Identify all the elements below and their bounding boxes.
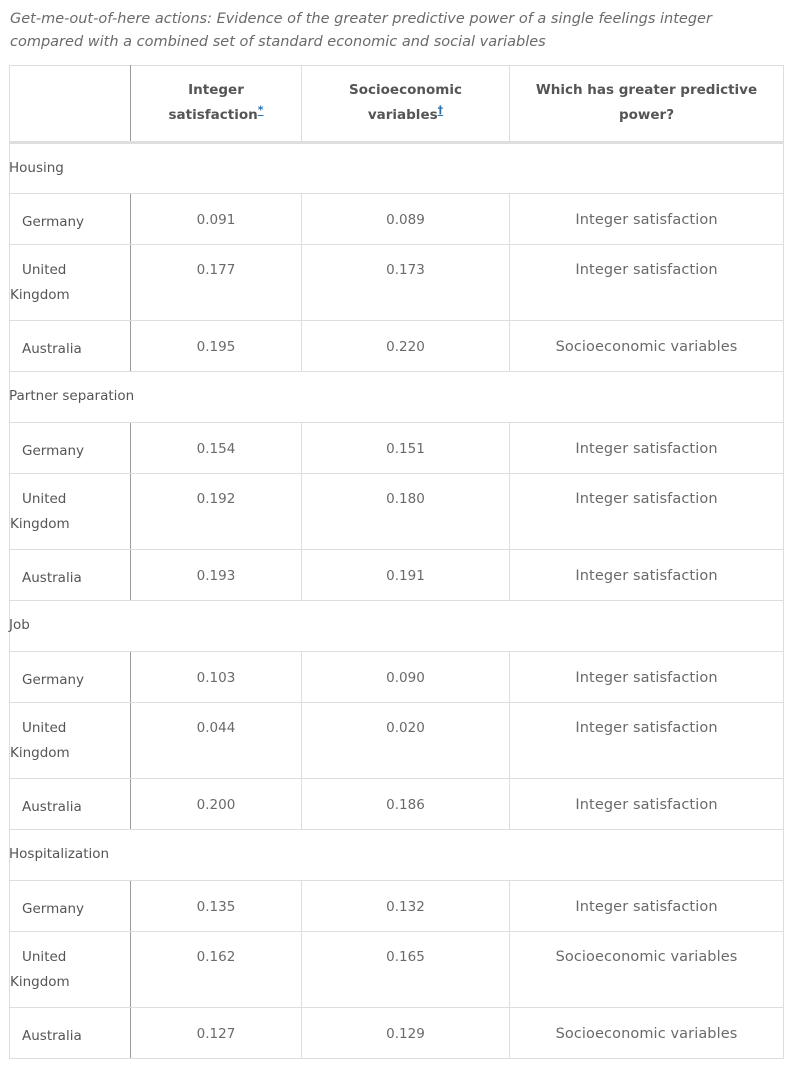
verdict-cell bbox=[510, 652, 784, 703]
integer-satisfaction-cell bbox=[131, 245, 302, 321]
country-value: Germany bbox=[22, 214, 85, 230]
country-value: Australia bbox=[22, 341, 82, 357]
integer-satisfaction-cell bbox=[131, 652, 302, 703]
socioeconomic-variables-value: 0.186 bbox=[386, 797, 425, 813]
header-verdict-line2: power? bbox=[618, 107, 675, 123]
section-row bbox=[10, 143, 784, 194]
verdict-value: Integer satisfaction bbox=[575, 797, 718, 813]
country-cell bbox=[10, 703, 131, 779]
verdict-cell bbox=[510, 423, 784, 474]
integer-satisfaction-cell bbox=[131, 321, 302, 372]
socioeconomic-variables-cell bbox=[302, 474, 510, 550]
socioeconomic-variables-value: 0.020 bbox=[386, 720, 425, 736]
integer-satisfaction-cell bbox=[131, 703, 302, 779]
header-socio-line2: variables bbox=[367, 107, 438, 123]
section-cell bbox=[10, 143, 784, 194]
table-body bbox=[10, 143, 784, 1059]
country-value: Germany bbox=[22, 901, 85, 917]
country-cell bbox=[10, 881, 131, 932]
header-integer-satisfaction bbox=[131, 66, 302, 143]
socioeconomic-variables-cell bbox=[302, 321, 510, 372]
integer-satisfaction-cell bbox=[131, 881, 302, 932]
verdict-value: Integer satisfaction bbox=[575, 212, 718, 228]
section-label: Hospitalization bbox=[9, 846, 110, 862]
country-value: United Kingdom bbox=[10, 949, 70, 990]
section-cell bbox=[10, 372, 784, 423]
socioeconomic-variables-value: 0.132 bbox=[386, 899, 425, 915]
integer-satisfaction-cell bbox=[131, 474, 302, 550]
socioeconomic-variables-value: 0.180 bbox=[386, 491, 425, 507]
integer-satisfaction-cell bbox=[131, 423, 302, 474]
caption-line-1: Get-me-out-of-here actions: Evidence of the greater predictive power of a single feelings integer bbox=[10, 11, 712, 27]
country-cell bbox=[10, 245, 131, 321]
verdict-value: Integer satisfaction bbox=[575, 262, 718, 278]
socioeconomic-variables-value: 0.165 bbox=[386, 949, 425, 965]
header-integer-line2: satisfaction bbox=[168, 107, 258, 123]
country-value: United Kingdom bbox=[10, 262, 70, 303]
integer-satisfaction-value: 0.195 bbox=[196, 339, 236, 355]
socioeconomic-variables-cell bbox=[302, 245, 510, 321]
integer-satisfaction-value: 0.162 bbox=[196, 949, 236, 965]
table-header-row bbox=[10, 66, 784, 143]
verdict-value: Integer satisfaction bbox=[575, 441, 718, 457]
socioeconomic-variables-value: 0.090 bbox=[386, 670, 425, 686]
section-row bbox=[10, 601, 784, 652]
integer-satisfaction-value: 0.127 bbox=[196, 1026, 236, 1042]
section-label: Housing bbox=[9, 160, 64, 176]
verdict-cell bbox=[510, 245, 784, 321]
integer-satisfaction-value: 0.135 bbox=[196, 899, 236, 915]
header-integer-line1: Integer bbox=[188, 82, 244, 98]
socioeconomic-variables-cell bbox=[302, 881, 510, 932]
table-row bbox=[10, 932, 784, 1008]
table-row bbox=[10, 194, 784, 245]
header-blank-cell bbox=[10, 66, 131, 143]
socioeconomic-variables-value: 0.151 bbox=[386, 441, 425, 457]
table-row bbox=[10, 1008, 784, 1059]
verdict-cell bbox=[510, 779, 784, 830]
country-cell bbox=[10, 779, 131, 830]
verdict-cell bbox=[510, 881, 784, 932]
socioeconomic-variables-cell bbox=[302, 423, 510, 474]
verdict-value: Integer satisfaction bbox=[575, 899, 718, 915]
table-row bbox=[10, 779, 784, 830]
section-label: Partner separation bbox=[9, 388, 135, 404]
country-value: Australia bbox=[22, 1028, 82, 1044]
socioeconomic-variables-cell bbox=[302, 550, 510, 601]
country-cell bbox=[10, 932, 131, 1008]
table-row bbox=[10, 423, 784, 474]
integer-satisfaction-value: 0.177 bbox=[196, 262, 236, 278]
section-row bbox=[10, 830, 784, 881]
country-value: Australia bbox=[22, 570, 82, 586]
integer-satisfaction-cell bbox=[131, 779, 302, 830]
footnote-link-dagger[interactable]: † bbox=[437, 103, 444, 117]
socioeconomic-variables-value: 0.173 bbox=[386, 262, 425, 278]
country-cell bbox=[10, 423, 131, 474]
country-value: United Kingdom bbox=[10, 491, 70, 532]
integer-satisfaction-cell bbox=[131, 1008, 302, 1059]
caption-line-2: compared with a combined set of standard economic and social variables bbox=[10, 34, 546, 50]
verdict-value: Socioeconomic variables bbox=[555, 339, 738, 355]
country-value: United Kingdom bbox=[10, 720, 70, 761]
header-greater-predictive-power bbox=[510, 66, 784, 143]
socioeconomic-variables-cell bbox=[302, 703, 510, 779]
socioeconomic-variables-cell bbox=[302, 194, 510, 245]
integer-satisfaction-cell bbox=[131, 194, 302, 245]
verdict-value: Integer satisfaction bbox=[575, 720, 718, 736]
country-value: Germany bbox=[22, 443, 85, 459]
integer-satisfaction-value: 0.103 bbox=[196, 670, 236, 686]
section-label: Job bbox=[9, 617, 30, 633]
table-row bbox=[10, 474, 784, 550]
integer-satisfaction-value: 0.192 bbox=[196, 491, 236, 507]
table-row bbox=[10, 245, 784, 321]
integer-satisfaction-value: 0.044 bbox=[196, 720, 236, 736]
socioeconomic-variables-value: 0.089 bbox=[386, 212, 425, 228]
socioeconomic-variables-cell bbox=[302, 932, 510, 1008]
socioeconomic-variables-cell bbox=[302, 779, 510, 830]
table-row bbox=[10, 652, 784, 703]
country-cell bbox=[10, 321, 131, 372]
header-socioeconomic-variables bbox=[302, 66, 510, 143]
country-cell bbox=[10, 474, 131, 550]
integer-satisfaction-value: 0.200 bbox=[196, 797, 236, 813]
table-row bbox=[10, 550, 784, 601]
country-value: Australia bbox=[22, 799, 82, 815]
table-row bbox=[10, 703, 784, 779]
verdict-value: Integer satisfaction bbox=[575, 670, 718, 686]
integer-satisfaction-value: 0.193 bbox=[196, 568, 236, 584]
socioeconomic-variables-cell bbox=[302, 1008, 510, 1059]
verdict-cell bbox=[510, 474, 784, 550]
verdict-cell bbox=[510, 1008, 784, 1059]
verdict-cell bbox=[510, 321, 784, 372]
verdict-value: Integer satisfaction bbox=[575, 491, 718, 507]
country-cell bbox=[10, 652, 131, 703]
country-value: Germany bbox=[22, 672, 85, 688]
section-cell bbox=[10, 601, 784, 652]
footnote-link-star[interactable]: * bbox=[257, 103, 264, 117]
integer-satisfaction-value: 0.091 bbox=[196, 212, 236, 228]
verdict-cell bbox=[510, 550, 784, 601]
verdict-value: Integer satisfaction bbox=[575, 568, 718, 584]
socioeconomic-variables-value: 0.129 bbox=[386, 1026, 425, 1042]
section-cell bbox=[10, 830, 784, 881]
country-cell bbox=[10, 1008, 131, 1059]
verdict-cell bbox=[510, 932, 784, 1008]
socioeconomic-variables-value: 0.220 bbox=[386, 339, 425, 355]
verdict-cell bbox=[510, 194, 784, 245]
table-row bbox=[10, 321, 784, 372]
verdict-value: Socioeconomic variables bbox=[555, 949, 738, 965]
country-cell bbox=[10, 550, 131, 601]
socioeconomic-variables-cell bbox=[302, 652, 510, 703]
verdict-cell bbox=[510, 703, 784, 779]
socioeconomic-variables-value: 0.191 bbox=[386, 568, 425, 584]
section-row bbox=[10, 372, 784, 423]
table-row bbox=[10, 881, 784, 932]
predictive-power-table bbox=[9, 65, 784, 1059]
integer-satisfaction-cell bbox=[131, 550, 302, 601]
country-cell bbox=[10, 194, 131, 245]
integer-satisfaction-value: 0.154 bbox=[196, 441, 236, 457]
header-verdict-line1: Which has greater predictive bbox=[535, 82, 758, 98]
integer-satisfaction-cell bbox=[131, 932, 302, 1008]
table-caption bbox=[10, 8, 770, 54]
verdict-value: Socioeconomic variables bbox=[555, 1026, 738, 1042]
header-socio-line1: Socioeconomic bbox=[349, 82, 462, 98]
